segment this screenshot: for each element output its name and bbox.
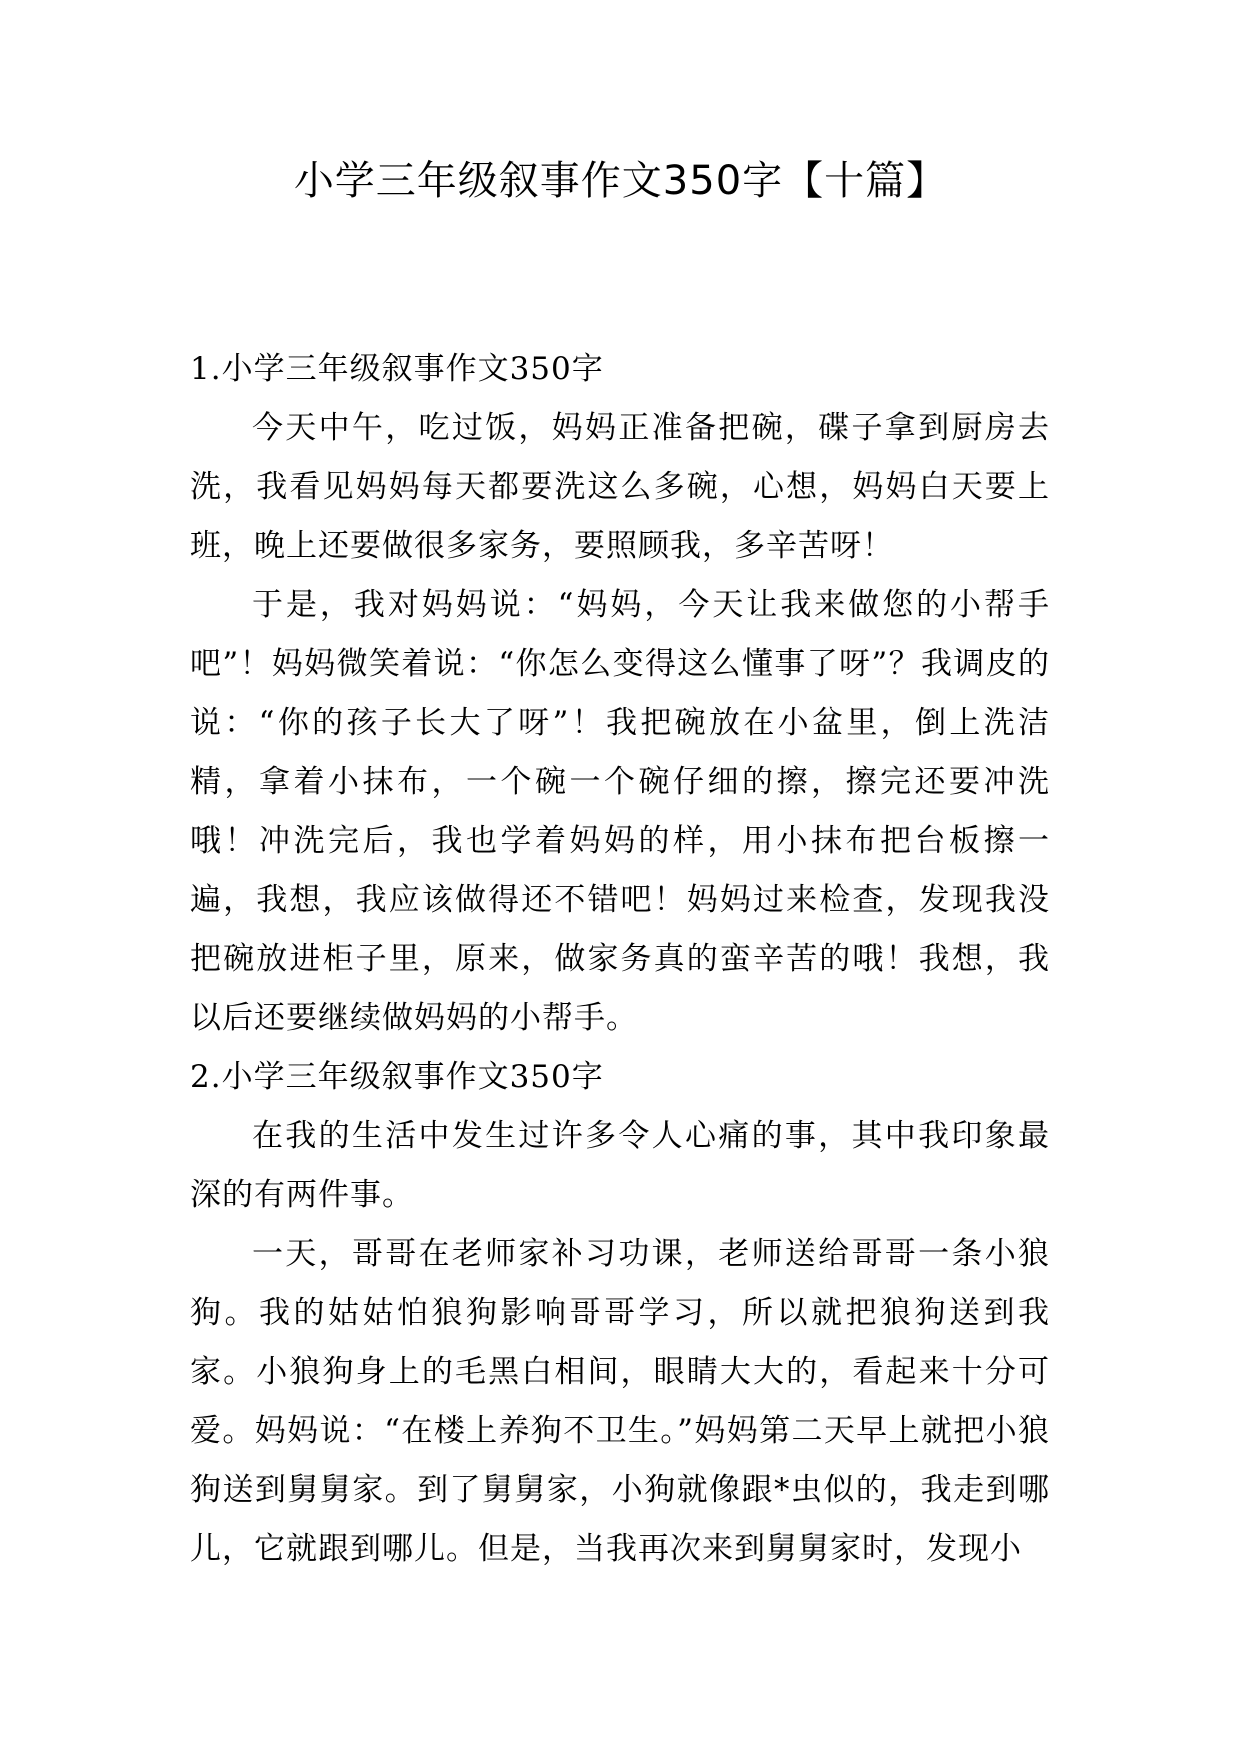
section-heading-1: 1.小学三年级叙事作文350字	[190, 351, 604, 387]
document-body	[190, 340, 1050, 1579]
paragraph: 在我的生活中发生过许多令人心痛的事，其中我印象最深的有两件事。	[190, 1118, 1050, 1213]
section-heading-2: 2.小学三年级叙事作文350字	[190, 1059, 604, 1095]
paragraph: 一天，哥哥在老师家补习功课，老师送给哥哥一条小狼狗。我的姑姑怕狼狗影响哥哥学习，所以就把狼狗送到我家。小狼狗身上的毛黑白相间，眼睛大大的，看起来十分可爱。妈妈说：“在楼上养狗不卫生。”妈妈第二天早上就把小狼狗送到舅舅家。到了舅舅家，小狗就像跟*虫似的，我走到哪儿，它就跟到哪儿。但是，当我再次来到舅舅家时，发现小	[190, 1236, 1050, 1567]
document-title: 小学三年级叙事作文350字【十篇】	[293, 158, 948, 204]
paragraph: 今天中午，吃过饭，妈妈正准备把碗，碟子拿到厨房去洗，我看见妈妈每天都要洗这么多碗，心想，妈妈白天要上班，晚上还要做很多家务，要照顾我，多辛苦呀！	[190, 410, 1050, 564]
paragraph: 于是，我对妈妈说：“妈妈，今天让我来做您的小帮手吧”！妈妈微笑着说：“你怎么变得这么懂事了呀”？我调皮的说：“你的孩子长大了呀”！我把碗放在小盆里，倒上洗洁精，拿着小抹布，一个碗一个碗仔细的擦，擦完还要冲洗哦！冲洗完后，我也学着妈妈的样，用小抹布把台板擦一遍，我想，我应该做得还不错吧！妈妈过来检查，发现我没把碗放进柜子里，原来，做家务真的蛮辛苦的哦！我想，我以后还要继续做妈妈的小帮手。	[190, 587, 1050, 1036]
